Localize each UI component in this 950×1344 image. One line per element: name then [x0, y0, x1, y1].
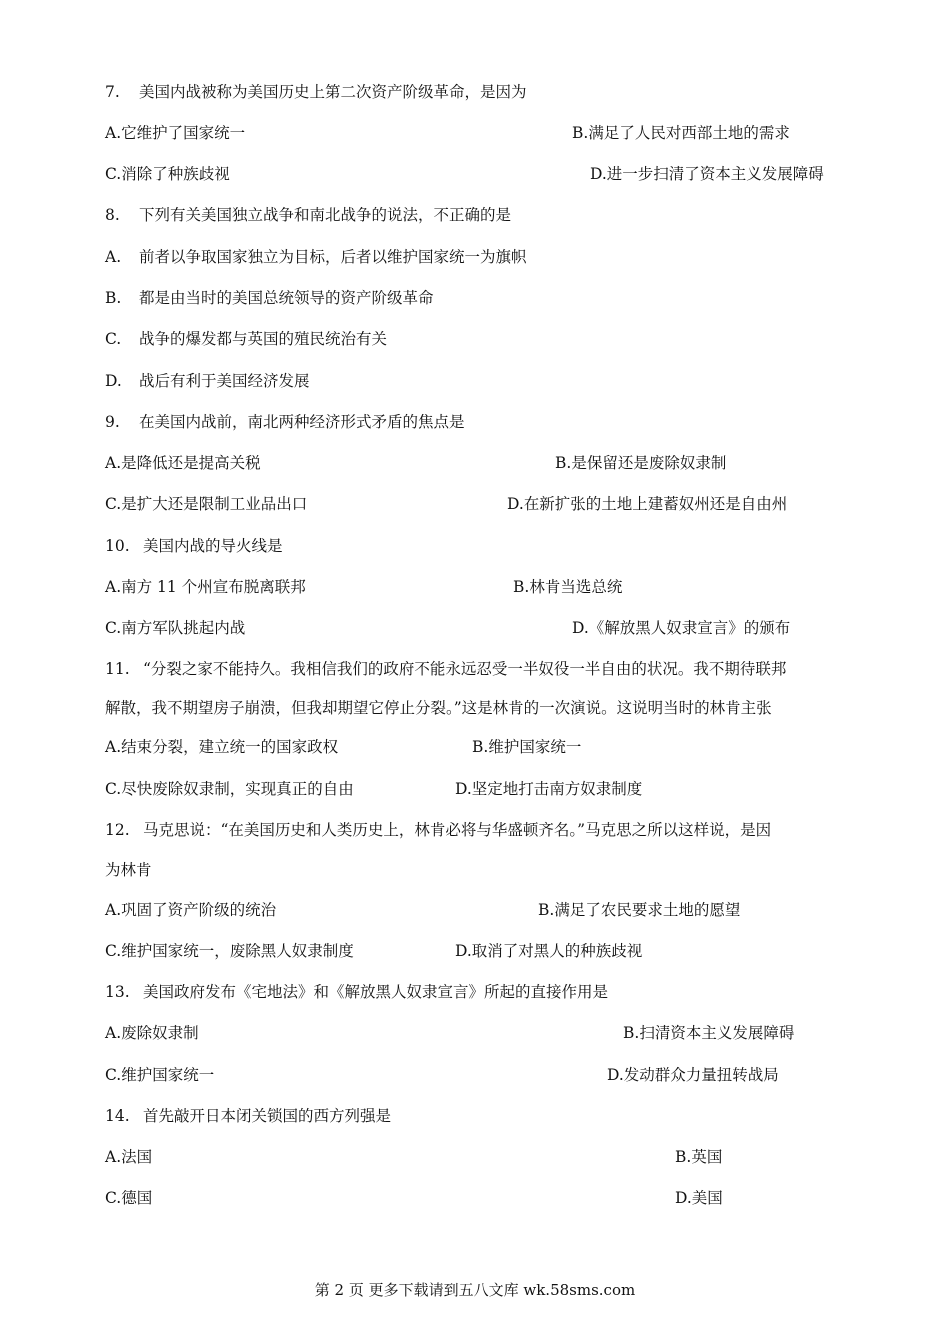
question-7-stem	[105, 82, 527, 102]
question-number: 10.	[105, 537, 130, 555]
q8-option-b	[105, 288, 434, 308]
q10-option-a: A.南方 11 个州宣布脱离联邦	[105, 578, 306, 596]
q14-option-c: C.德国	[105, 1189, 153, 1207]
question-text: 美国内战被称为美国历史上第二次资产阶级革命，是因为	[139, 83, 527, 101]
question-number: 14.	[105, 1107, 130, 1125]
question-text: 马克思说：“在美国历史和人类历史上，林肯必将与华盛顿齐名。”马克思之所以这样说，是因	[143, 821, 772, 839]
q9-option-c: C.是扩大还是限制工业品出口	[105, 495, 308, 513]
q12-option-a: A.巩固了资产阶级的统治	[105, 901, 277, 919]
option-text: 战争的爆发都与英国的殖民统治有关	[139, 330, 388, 348]
q7-option-a: A.它维护了国家统一	[105, 124, 246, 142]
option-letter: C.	[105, 330, 122, 348]
page-footer: 第 2 页 更多下载请到五八文库 wk.58sms.com	[314, 1281, 636, 1299]
question-9-stem	[105, 412, 465, 432]
question-number: 7.	[105, 83, 120, 101]
question-number: 8.	[105, 206, 120, 224]
q9-option-d: D.在新扩张的土地上建蓄奴州还是自由州	[507, 495, 788, 513]
option-letter: D.	[105, 372, 122, 390]
question-8-stem	[105, 205, 511, 225]
option-letter: B.	[105, 289, 122, 307]
q7-option-d: D.进一步扫清了资本主义发展障碍	[590, 165, 824, 183]
option-text: 都是由当时的美国总统领导的资产阶级革命	[139, 289, 434, 307]
q8-option-c	[105, 329, 387, 349]
question-text: 在美国内战前，南北两种经济形式矛盾的焦点是	[139, 413, 465, 431]
option-letter: A.	[105, 248, 122, 266]
q11-option-a: A.结束分裂，建立统一的国家政权	[105, 738, 339, 756]
q11-option-b: B.维护国家统一	[472, 738, 582, 756]
q11-option-c: C.尽快废除奴隶制，实现真正的自由	[105, 780, 354, 798]
q8-option-d	[105, 371, 310, 391]
question-text: 首先敲开日本闭关锁国的西方列强是	[143, 1107, 392, 1125]
q13-option-b: B.扫清资本主义发展障碍	[623, 1024, 795, 1042]
question-number: 12.	[105, 821, 130, 839]
question-text: 下列有关美国独立战争和南北战争的说法，不正确的是	[139, 206, 512, 224]
q13-option-d: D.发动群众力量扭转战局	[607, 1066, 779, 1084]
q14-option-a: A.法国	[105, 1148, 153, 1166]
q12-option-b: B.满足了农民要求土地的愿望	[538, 901, 741, 919]
question-12-stem-continued: 为林肯	[105, 861, 152, 879]
question-10-stem	[105, 536, 283, 556]
option-text: 前者以争取国家独立为目标，后者以维护国家统一为旗帜	[139, 248, 527, 266]
q14-option-d: D.美国	[675, 1189, 723, 1207]
q13-option-a: A.废除奴隶制	[105, 1024, 199, 1042]
option-text: 战后有利于美国经济发展	[139, 372, 310, 390]
question-number: 9.	[105, 413, 120, 431]
question-13-stem	[105, 982, 608, 1002]
question-12-stem	[105, 820, 771, 840]
question-text: 美国内战的导火线是	[143, 537, 283, 555]
q13-option-c: C.维护国家统一	[105, 1066, 215, 1084]
q7-option-b: B.满足了人民对西部土地的需求	[572, 124, 790, 142]
question-11-stem	[105, 659, 786, 679]
q12-option-c: C.维护国家统一，废除黑人奴隶制度	[105, 942, 354, 960]
q9-option-a: A.是降低还是提高关税	[105, 454, 261, 472]
q9-option-b: B.是保留还是废除奴隶制	[555, 454, 727, 472]
question-11-stem-continued: 解散，我不期望房子崩溃，但我却期望它停止分裂。”这是林肯的一次演说。这说明当时的林肯主张	[105, 699, 772, 717]
q10-option-c: C.南方军队挑起内战	[105, 619, 246, 637]
question-text: 美国政府发布《宅地法》和《解放黑人奴隶宣言》所起的直接作用是	[143, 983, 609, 1001]
question-number: 11.	[105, 660, 130, 678]
q8-option-a	[105, 247, 527, 267]
q11-option-d: D.坚定地打击南方奴隶制度	[455, 780, 643, 798]
q12-option-d: D.取消了对黑人的种族歧视	[455, 942, 643, 960]
question-14-stem	[105, 1106, 391, 1126]
question-number: 13.	[105, 983, 130, 1001]
q10-option-b: B.林肯当选总统	[513, 578, 623, 596]
q10-option-d: D.《解放黑人奴隶宣言》的颁布	[572, 619, 791, 637]
q7-option-c: C.消除了种族歧视	[105, 165, 230, 183]
q14-option-b: B.英国	[675, 1148, 723, 1166]
question-text: “分裂之家不能持久。我相信我们的政府不能永远忍受一半奴役一半自由的状况。我不期待联邦	[143, 660, 787, 678]
